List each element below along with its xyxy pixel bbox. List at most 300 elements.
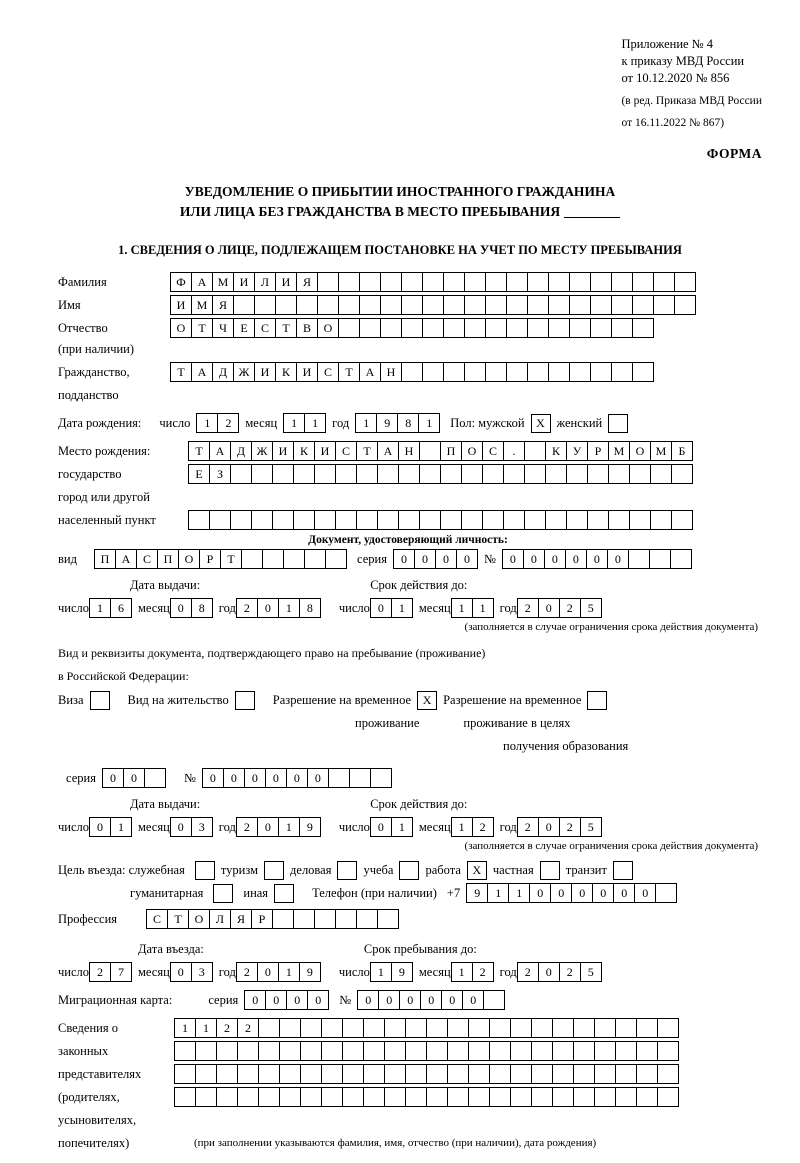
char-cell[interactable]	[233, 295, 255, 315]
char-cell[interactable]: С	[254, 318, 276, 338]
char-cell[interactable]	[342, 1041, 364, 1061]
char-cell[interactable]	[611, 272, 633, 292]
char-cell[interactable]	[440, 510, 462, 530]
char-cell[interactable]	[300, 1018, 322, 1038]
char-cell[interactable]	[611, 318, 633, 338]
char-cell[interactable]	[262, 549, 284, 569]
char-cell[interactable]: А	[209, 441, 231, 461]
char-cell[interactable]: Ч	[212, 318, 234, 338]
char-cell[interactable]: 2	[517, 962, 539, 982]
char-cell[interactable]: 1	[370, 962, 392, 982]
char-cell[interactable]	[237, 1041, 259, 1061]
char-cell[interactable]	[527, 272, 549, 292]
doc-valid-year-cells[interactable]	[517, 598, 602, 618]
stay-until-day-cells[interactable]	[370, 962, 413, 982]
char-cell[interactable]: Я	[296, 272, 318, 292]
char-cell[interactable]: 1	[278, 817, 300, 837]
char-cell[interactable]	[552, 1064, 574, 1084]
char-cell[interactable]	[636, 1018, 658, 1038]
char-cell[interactable]	[317, 272, 339, 292]
char-cell[interactable]	[573, 1087, 595, 1107]
char-cell[interactable]	[590, 362, 612, 382]
char-cell[interactable]	[531, 1087, 553, 1107]
char-cell[interactable]	[426, 1064, 448, 1084]
char-cell[interactable]	[279, 1041, 301, 1061]
char-cell[interactable]	[653, 272, 675, 292]
stay-until-month-cells[interactable]	[451, 962, 494, 982]
char-cell[interactable]	[342, 1087, 364, 1107]
char-cell[interactable]	[195, 1087, 217, 1107]
char-cell[interactable]	[188, 510, 210, 530]
char-cell[interactable]: В	[296, 318, 318, 338]
char-cell[interactable]	[569, 362, 591, 382]
char-cell[interactable]: 9	[466, 883, 488, 903]
char-cell[interactable]	[258, 1041, 280, 1061]
purpose-transit-checkbox[interactable]	[613, 861, 633, 880]
char-cell[interactable]: 0	[223, 768, 245, 788]
char-cell[interactable]	[342, 1018, 364, 1038]
profession-cells[interactable]	[146, 909, 399, 929]
char-cell[interactable]: 2	[472, 962, 494, 982]
char-cell[interactable]	[363, 1041, 385, 1061]
char-cell[interactable]: Я	[212, 295, 234, 315]
char-cell[interactable]	[552, 1041, 574, 1061]
legal-rep-row-1-cells[interactable]	[174, 1018, 679, 1038]
char-cell[interactable]	[401, 362, 423, 382]
char-cell[interactable]	[174, 1041, 196, 1061]
char-cell[interactable]: Ж	[233, 362, 255, 382]
char-cell[interactable]: 0	[550, 883, 572, 903]
char-cell[interactable]	[419, 464, 441, 484]
stay-issue-month-cells[interactable]	[170, 817, 213, 837]
char-cell[interactable]	[447, 1018, 469, 1038]
char-cell[interactable]	[216, 1041, 238, 1061]
char-cell[interactable]	[636, 1041, 658, 1061]
char-cell[interactable]	[464, 362, 486, 382]
char-cell[interactable]: 1	[451, 962, 473, 982]
char-cell[interactable]: 0	[523, 549, 545, 569]
char-cell[interactable]	[594, 1018, 616, 1038]
char-cell[interactable]	[426, 1087, 448, 1107]
char-cell[interactable]	[573, 1041, 595, 1061]
char-cell[interactable]: 5	[580, 962, 602, 982]
stay-valid-year-cells[interactable]	[517, 817, 602, 837]
char-cell[interactable]	[317, 295, 339, 315]
char-cell[interactable]	[632, 272, 654, 292]
char-cell[interactable]: И	[314, 441, 336, 461]
char-cell[interactable]: 0	[607, 549, 629, 569]
char-cell[interactable]	[398, 464, 420, 484]
char-cell[interactable]	[363, 1018, 385, 1038]
doc-valid-month-cells[interactable]	[451, 598, 494, 618]
purpose-official-checkbox[interactable]	[195, 861, 215, 880]
char-cell[interactable]	[443, 295, 465, 315]
char-cell[interactable]	[468, 1064, 490, 1084]
char-cell[interactable]	[506, 318, 528, 338]
char-cell[interactable]: О	[188, 909, 210, 929]
char-cell[interactable]	[195, 1041, 217, 1061]
char-cell[interactable]: И	[296, 362, 318, 382]
stay-valid-day-cells[interactable]	[370, 817, 413, 837]
doc-series-cells[interactable]	[393, 549, 478, 569]
char-cell[interactable]	[569, 272, 591, 292]
char-cell[interactable]	[611, 295, 633, 315]
char-cell[interactable]	[419, 510, 441, 530]
entry-day-cells[interactable]	[89, 962, 132, 982]
purpose-work-checkbox[interactable]: Х	[467, 861, 487, 880]
char-cell[interactable]	[636, 1087, 658, 1107]
char-cell[interactable]	[464, 318, 486, 338]
char-cell[interactable]: К	[275, 362, 297, 382]
char-cell[interactable]	[359, 318, 381, 338]
char-cell[interactable]	[359, 272, 381, 292]
char-cell[interactable]	[485, 362, 507, 382]
char-cell[interactable]: Н	[380, 362, 402, 382]
char-cell[interactable]	[615, 1064, 637, 1084]
char-cell[interactable]	[321, 1064, 343, 1084]
char-cell[interactable]	[349, 768, 371, 788]
birth-day-cells[interactable]	[196, 413, 239, 433]
char-cell[interactable]: П	[440, 441, 462, 461]
char-cell[interactable]: Т	[167, 909, 189, 929]
char-cell[interactable]	[251, 464, 273, 484]
char-cell[interactable]: 1	[391, 598, 413, 618]
char-cell[interactable]	[443, 318, 465, 338]
char-cell[interactable]	[632, 295, 654, 315]
stay-issue-year-cells[interactable]	[236, 817, 321, 837]
char-cell[interactable]: 3	[191, 817, 213, 837]
char-cell[interactable]	[573, 1064, 595, 1084]
char-cell[interactable]	[447, 1064, 469, 1084]
char-cell[interactable]	[380, 272, 402, 292]
char-cell[interactable]	[548, 295, 570, 315]
legal-rep-row-2-cells[interactable]	[174, 1041, 679, 1061]
char-cell[interactable]	[587, 510, 609, 530]
char-cell[interactable]	[653, 295, 675, 315]
char-cell[interactable]	[447, 1087, 469, 1107]
char-cell[interactable]: 8	[191, 598, 213, 618]
char-cell[interactable]: З	[209, 464, 231, 484]
char-cell[interactable]	[293, 909, 315, 929]
char-cell[interactable]	[608, 510, 630, 530]
char-cell[interactable]	[419, 441, 441, 461]
char-cell[interactable]	[552, 1018, 574, 1038]
char-cell[interactable]: Е	[233, 318, 255, 338]
char-cell[interactable]	[440, 464, 462, 484]
char-cell[interactable]	[485, 272, 507, 292]
char-cell[interactable]: 3	[191, 962, 213, 982]
birthplace-row-2-cells[interactable]	[188, 464, 693, 484]
char-cell[interactable]	[338, 272, 360, 292]
char-cell[interactable]: А	[191, 362, 213, 382]
birthplace-row-3-cells[interactable]	[188, 510, 693, 530]
char-cell[interactable]	[657, 1018, 679, 1038]
char-cell[interactable]: А	[359, 362, 381, 382]
char-cell[interactable]	[566, 464, 588, 484]
char-cell[interactable]: 1	[110, 817, 132, 837]
char-cell[interactable]	[527, 295, 549, 315]
char-cell[interactable]	[594, 1064, 616, 1084]
char-cell[interactable]: 2	[216, 1018, 238, 1038]
char-cell[interactable]	[483, 990, 505, 1010]
char-cell[interactable]	[304, 549, 326, 569]
char-cell[interactable]: И	[233, 272, 255, 292]
char-cell[interactable]	[594, 1087, 616, 1107]
char-cell[interactable]	[468, 1041, 490, 1061]
char-cell[interactable]: 0	[634, 883, 656, 903]
char-cell[interactable]: 0	[257, 962, 279, 982]
char-cell[interactable]	[506, 362, 528, 382]
char-cell[interactable]: Е	[188, 464, 210, 484]
char-cell[interactable]: 1	[304, 413, 326, 433]
char-cell[interactable]: 0	[244, 768, 266, 788]
char-cell[interactable]	[468, 1087, 490, 1107]
char-cell[interactable]	[489, 1087, 511, 1107]
char-cell[interactable]	[230, 510, 252, 530]
char-cell[interactable]: 1	[487, 883, 509, 903]
name-cells[interactable]	[170, 295, 696, 315]
char-cell[interactable]: 2	[559, 962, 581, 982]
char-cell[interactable]	[510, 1087, 532, 1107]
char-cell[interactable]	[300, 1041, 322, 1061]
char-cell[interactable]	[510, 1018, 532, 1038]
char-cell[interactable]	[342, 1064, 364, 1084]
char-cell[interactable]	[216, 1087, 238, 1107]
char-cell[interactable]	[405, 1018, 427, 1038]
char-cell[interactable]: 1	[174, 1018, 196, 1038]
purpose-study-checkbox[interactable]	[399, 861, 419, 880]
char-cell[interactable]	[377, 464, 399, 484]
char-cell[interactable]	[489, 1064, 511, 1084]
doc-issue-day-cells[interactable]	[89, 598, 132, 618]
stay-valid-month-cells[interactable]	[451, 817, 494, 837]
char-cell[interactable]: 2	[89, 962, 111, 982]
char-cell[interactable]: 2	[236, 598, 258, 618]
char-cell[interactable]: 1	[508, 883, 530, 903]
char-cell[interactable]: 0	[565, 549, 587, 569]
char-cell[interactable]: М	[608, 441, 630, 461]
char-cell[interactable]	[657, 1087, 679, 1107]
char-cell[interactable]: 0	[89, 817, 111, 837]
char-cell[interactable]	[674, 295, 696, 315]
char-cell[interactable]	[482, 510, 504, 530]
char-cell[interactable]	[671, 510, 693, 530]
char-cell[interactable]: 1	[196, 413, 218, 433]
char-cell[interactable]	[338, 295, 360, 315]
char-cell[interactable]: С	[146, 909, 168, 929]
char-cell[interactable]	[608, 464, 630, 484]
purpose-business-checkbox[interactable]	[337, 861, 357, 880]
char-cell[interactable]	[405, 1041, 427, 1061]
char-cell[interactable]: А	[377, 441, 399, 461]
char-cell[interactable]: Н	[398, 441, 420, 461]
char-cell[interactable]: 0	[529, 883, 551, 903]
char-cell[interactable]	[531, 1018, 553, 1038]
char-cell[interactable]	[356, 464, 378, 484]
char-cell[interactable]: 2	[236, 817, 258, 837]
char-cell[interactable]	[174, 1087, 196, 1107]
char-cell[interactable]: 1	[472, 598, 494, 618]
char-cell[interactable]: 0	[286, 990, 308, 1010]
char-cell[interactable]	[671, 464, 693, 484]
char-cell[interactable]: И	[254, 362, 276, 382]
char-cell[interactable]	[377, 909, 399, 929]
char-cell[interactable]: 1	[391, 817, 413, 837]
char-cell[interactable]	[335, 909, 357, 929]
char-cell[interactable]	[380, 295, 402, 315]
char-cell[interactable]: 0	[538, 598, 560, 618]
stay-until-year-cells[interactable]	[517, 962, 602, 982]
char-cell[interactable]: О	[461, 441, 483, 461]
char-cell[interactable]: 0	[170, 598, 192, 618]
char-cell[interactable]	[527, 318, 549, 338]
char-cell[interactable]	[443, 272, 465, 292]
char-cell[interactable]	[566, 510, 588, 530]
char-cell[interactable]	[401, 318, 423, 338]
char-cell[interactable]: 0	[544, 549, 566, 569]
char-cell[interactable]: 0	[244, 990, 266, 1010]
char-cell[interactable]	[657, 1041, 679, 1061]
purpose-private-checkbox[interactable]	[540, 861, 560, 880]
char-cell[interactable]: 5	[580, 817, 602, 837]
char-cell[interactable]	[461, 464, 483, 484]
doc-valid-day-cells[interactable]	[370, 598, 413, 618]
char-cell[interactable]: 0	[265, 768, 287, 788]
char-cell[interactable]	[422, 272, 444, 292]
char-cell[interactable]	[552, 1087, 574, 1107]
char-cell[interactable]	[632, 362, 654, 382]
char-cell[interactable]	[650, 510, 672, 530]
char-cell[interactable]: Л	[209, 909, 231, 929]
char-cell[interactable]: 0	[538, 962, 560, 982]
char-cell[interactable]: П	[157, 549, 179, 569]
char-cell[interactable]: 1	[355, 413, 377, 433]
char-cell[interactable]	[489, 1018, 511, 1038]
char-cell[interactable]: 0	[399, 990, 421, 1010]
char-cell[interactable]	[377, 510, 399, 530]
char-cell[interactable]	[356, 510, 378, 530]
char-cell[interactable]	[468, 1018, 490, 1038]
char-cell[interactable]	[590, 318, 612, 338]
char-cell[interactable]	[195, 1064, 217, 1084]
char-cell[interactable]	[485, 318, 507, 338]
char-cell[interactable]	[296, 295, 318, 315]
char-cell[interactable]	[314, 464, 336, 484]
char-cell[interactable]: 2	[517, 598, 539, 618]
doc-number-cells[interactable]	[502, 549, 692, 569]
char-cell[interactable]	[380, 318, 402, 338]
temp-residence-checkbox[interactable]: Х	[417, 691, 437, 710]
char-cell[interactable]: О	[629, 441, 651, 461]
char-cell[interactable]	[587, 464, 609, 484]
purpose-other-checkbox[interactable]	[274, 884, 294, 903]
char-cell[interactable]: 0	[414, 549, 436, 569]
char-cell[interactable]: Ж	[251, 441, 273, 461]
surname-cells[interactable]	[170, 272, 696, 292]
birth-year-cells[interactable]	[355, 413, 440, 433]
char-cell[interactable]: 0	[370, 598, 392, 618]
char-cell[interactable]	[422, 318, 444, 338]
char-cell[interactable]	[272, 464, 294, 484]
char-cell[interactable]: Т	[220, 549, 242, 569]
char-cell[interactable]: 0	[257, 598, 279, 618]
char-cell[interactable]	[405, 1064, 427, 1084]
purpose-tourism-checkbox[interactable]	[264, 861, 284, 880]
char-cell[interactable]	[506, 295, 528, 315]
char-cell[interactable]	[632, 318, 654, 338]
char-cell[interactable]	[356, 909, 378, 929]
char-cell[interactable]: 0	[571, 883, 593, 903]
char-cell[interactable]: 9	[391, 962, 413, 982]
char-cell[interactable]	[237, 1087, 259, 1107]
char-cell[interactable]	[279, 1018, 301, 1038]
char-cell[interactable]: А	[191, 272, 213, 292]
char-cell[interactable]: 8	[299, 598, 321, 618]
char-cell[interactable]: Ф	[170, 272, 192, 292]
char-cell[interactable]	[524, 441, 546, 461]
char-cell[interactable]: 0	[357, 990, 379, 1010]
char-cell[interactable]: 2	[236, 962, 258, 982]
entry-month-cells[interactable]	[170, 962, 213, 982]
char-cell[interactable]	[398, 510, 420, 530]
char-cell[interactable]	[590, 272, 612, 292]
char-cell[interactable]: 1	[451, 817, 473, 837]
char-cell[interactable]: 0	[435, 549, 457, 569]
char-cell[interactable]: И	[275, 272, 297, 292]
char-cell[interactable]: 1	[283, 413, 305, 433]
char-cell[interactable]	[510, 1041, 532, 1061]
char-cell[interactable]	[279, 1087, 301, 1107]
char-cell[interactable]	[503, 510, 525, 530]
char-cell[interactable]: 1	[89, 598, 111, 618]
char-cell[interactable]	[272, 510, 294, 530]
char-cell[interactable]: 2	[559, 817, 581, 837]
doc-issue-year-cells[interactable]	[236, 598, 321, 618]
char-cell[interactable]: 2	[517, 817, 539, 837]
doc-kind-cells[interactable]	[94, 549, 347, 569]
char-cell[interactable]: 0	[170, 817, 192, 837]
birth-month-cells[interactable]	[283, 413, 326, 433]
char-cell[interactable]	[524, 464, 546, 484]
char-cell[interactable]: 8	[397, 413, 419, 433]
char-cell[interactable]: С	[482, 441, 504, 461]
char-cell[interactable]	[258, 1018, 280, 1038]
char-cell[interactable]: 5	[580, 598, 602, 618]
legal-rep-row-4-cells[interactable]	[174, 1087, 679, 1107]
char-cell[interactable]	[657, 1064, 679, 1084]
char-cell[interactable]: 0	[123, 768, 145, 788]
char-cell[interactable]: К	[293, 441, 315, 461]
char-cell[interactable]	[447, 1041, 469, 1061]
char-cell[interactable]	[524, 510, 546, 530]
sex-male-checkbox[interactable]: Х	[531, 414, 551, 433]
char-cell[interactable]: 2	[559, 598, 581, 618]
stay-number-cells[interactable]	[202, 768, 392, 788]
char-cell[interactable]	[649, 549, 671, 569]
char-cell[interactable]	[335, 510, 357, 530]
char-cell[interactable]	[548, 362, 570, 382]
char-cell[interactable]: 0	[441, 990, 463, 1010]
char-cell[interactable]: И	[272, 441, 294, 461]
char-cell[interactable]	[314, 909, 336, 929]
char-cell[interactable]	[594, 1041, 616, 1061]
char-cell[interactable]: О	[178, 549, 200, 569]
char-cell[interactable]	[670, 549, 692, 569]
char-cell[interactable]	[384, 1087, 406, 1107]
char-cell[interactable]	[237, 1064, 259, 1084]
char-cell[interactable]: 0	[378, 990, 400, 1010]
char-cell[interactable]	[144, 768, 166, 788]
